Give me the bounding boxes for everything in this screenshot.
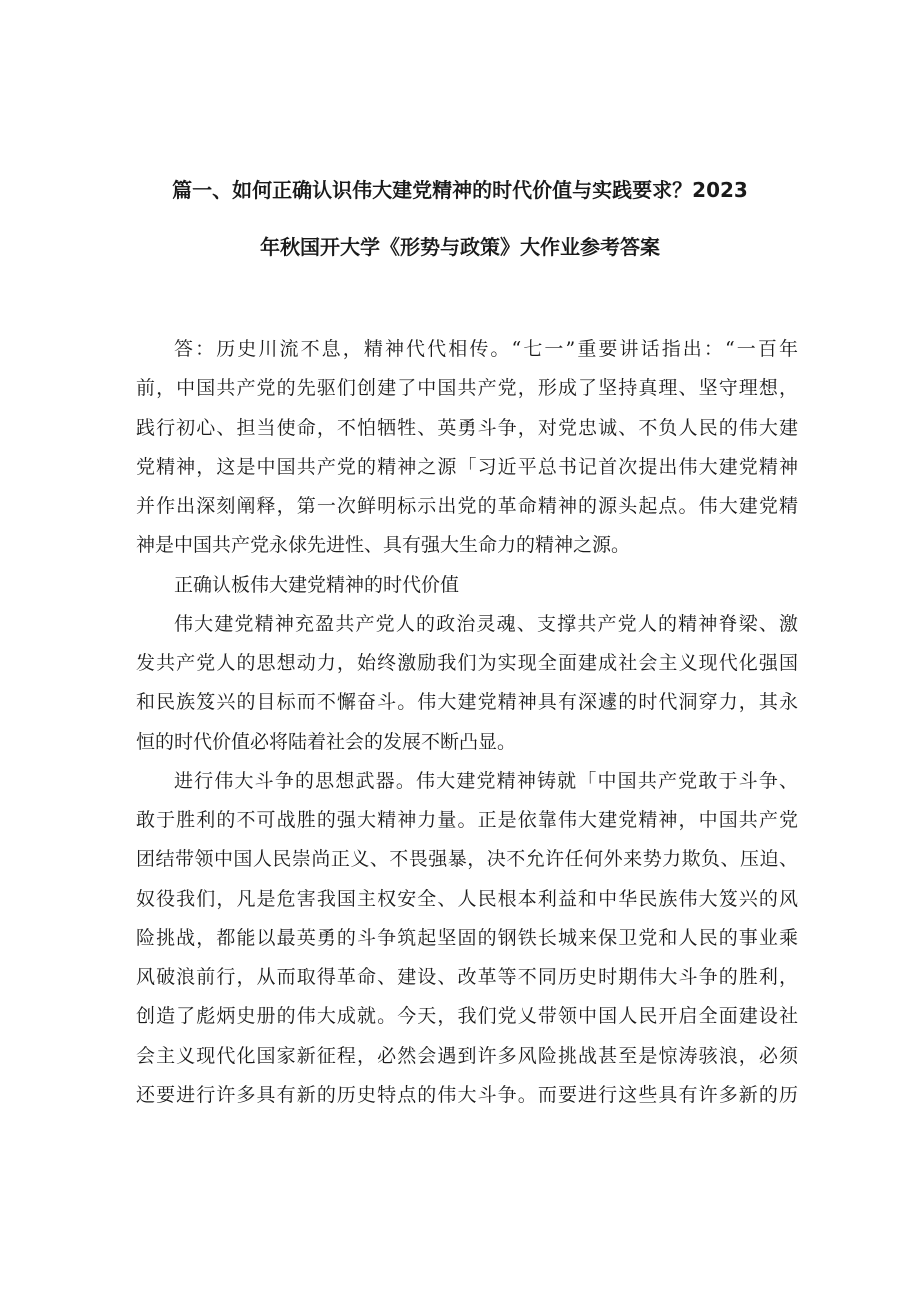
body-line: 神是中国共产党永俅先进性、具有强大生命力的精神之源。	[136, 534, 631, 557]
document-title-line-1: 篇一、如何正确认识伟大建党精神的时代价值与实践要求？2023	[172, 178, 748, 202]
body-line: 团结带领中国人民崇尚正义、不畏强暴，决不允许任何外来势力欺负、压迫、	[136, 848, 798, 871]
body-line: 敢于胜利的不可战胜的强大精神力量。正是依靠伟大建党精神，中国共产党	[136, 809, 798, 831]
body-line: 和民族笈兴的目标而不懈奋斗。伟大建党精神具有深遽的时代洞穿力，其永	[136, 691, 798, 714]
body-line: 会主义现代化国家新征程，必然会遇到许多风险挑战甚至是惊涛骇浪，必须	[136, 1044, 798, 1067]
document-body	[136, 330, 798, 1115]
body-line: 伟大建党精神充盈共产党人的政治灵魂、支撑共产党人的精神脊梁、激	[174, 612, 798, 635]
body-line: 创造了彪炳史册的伟大成就。今天，我们党乂带领中国人民开启全面建设社	[136, 1005, 798, 1028]
body-line: 并作出深刻阐释，第一次鲜明标示出党的革命精神的源头起点。伟大建党精	[136, 495, 798, 517]
body-line: 发共产党人的思想动力，始终激励我们为实现全面建成社会主义现代化强国	[136, 652, 798, 674]
body-line: 答：历史川流不息，精神代代相传。“七一”重要讲话指出：“一百年	[174, 338, 798, 360]
body-line: 奴役我们，凡是危害我国主权安全、人民根本利益和中华民族伟大笈兴的风	[136, 887, 798, 910]
section-heading: 正确认板伟大建党精神的时代价值	[174, 573, 460, 596]
body-line: 进行伟大斗争的思想武器。伟大建党精神铸就「中国共产党敢于斗争、	[174, 769, 798, 792]
body-line: 风破浪前行，从而取得革命、建设、改革等不同历史时期伟大斗争的胜利，	[136, 966, 798, 988]
body-line: 恒的时代价值必将陆着社会的发展不断凸显。	[136, 730, 517, 753]
body-line: 践行初心、担当使命，不怕牺牲、英勇斗争，对党忠诚、不负人民的伟大建	[136, 416, 798, 439]
document-title-line-2: 年秋国开大学《形势与政策》大作业参考答案	[260, 235, 660, 259]
body-line: 还要进行许多具有新的历史特点的伟大斗争。而要进行这些具有许多新的历	[136, 1083, 798, 1106]
body-line: 前，中国共产党的先驱们创建了中国共产党，形成了坚持真理、坚守理想，	[136, 377, 798, 400]
body-line: 党精神，这是中国共产党的精神之源「习近平总书记首次提出伟大建党精神	[136, 455, 798, 478]
body-line: 险挑战，都能以最英勇的斗争筑起坚固的钢铁长城来保卫党和人民的事业乘	[136, 926, 798, 949]
